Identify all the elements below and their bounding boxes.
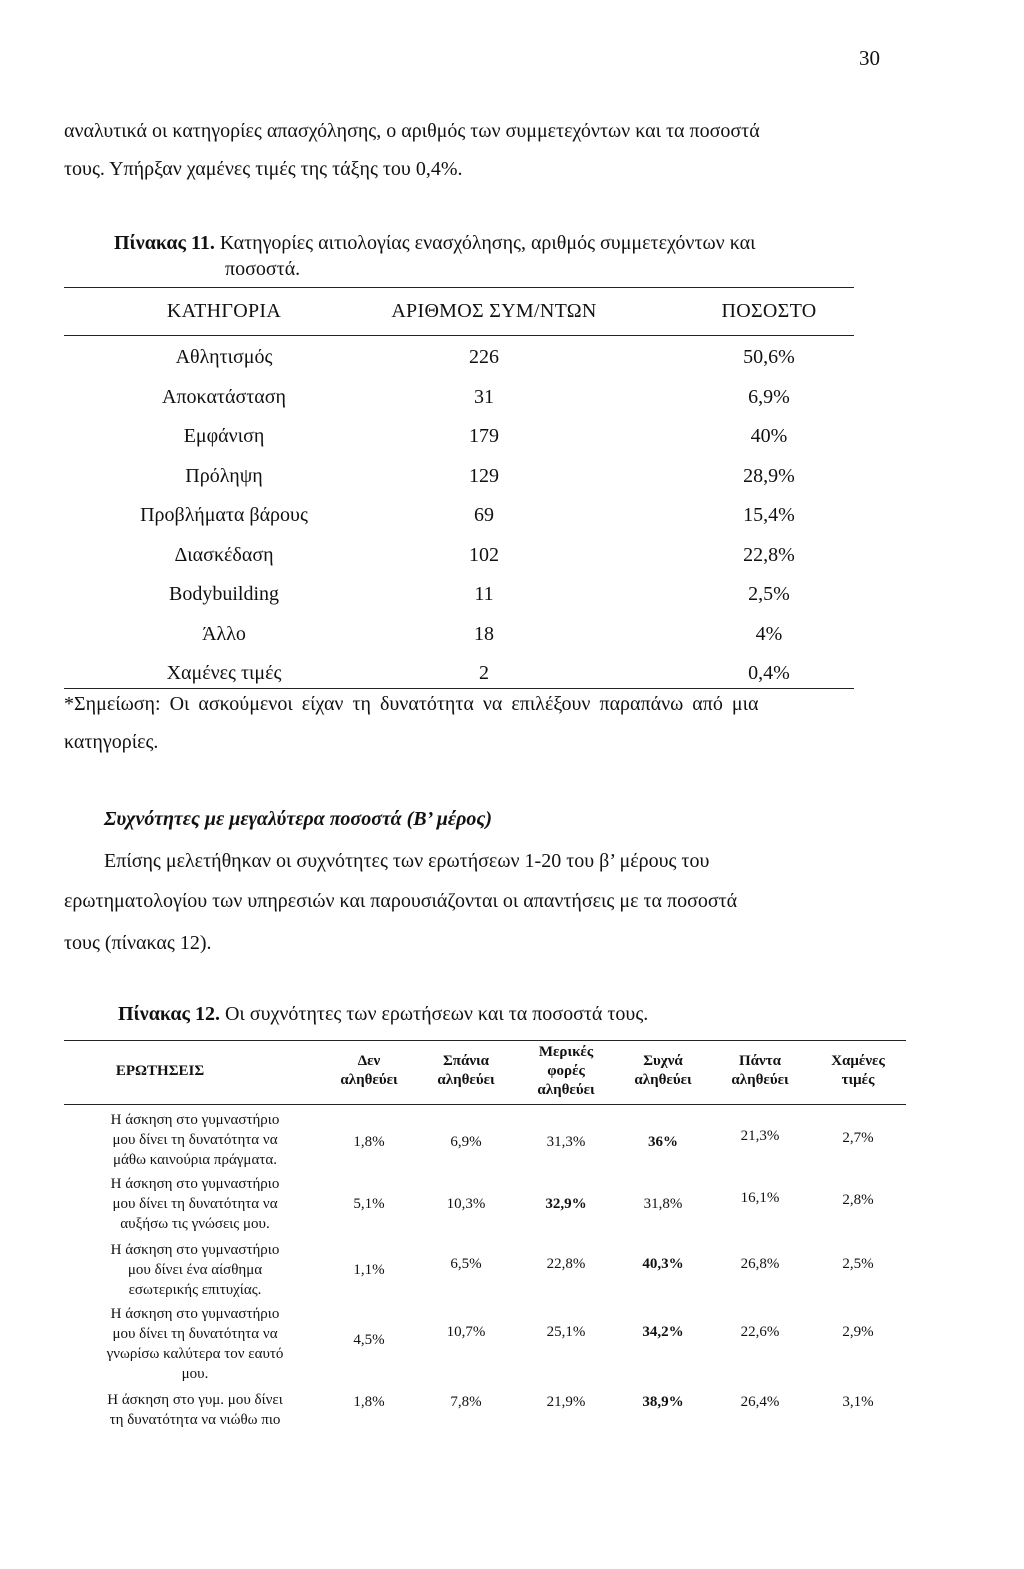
table12-question — [64, 1240, 326, 1300]
table-row — [64, 623, 854, 655]
question-line: μου δίνει τη δυνατότητα να — [112, 1132, 278, 1148]
table11-header-rule — [64, 335, 854, 336]
table12-header-cell — [516, 1043, 616, 1100]
table12-header-cell — [813, 1052, 903, 1090]
count-cell: 11 — [474, 583, 494, 605]
section-heading: Συχνότητες με μεγαλύτερα ποσοστά (Β’ μέρος) — [104, 808, 493, 830]
header-text: αληθεύει — [634, 1072, 692, 1088]
section-line-3: τους (πίνακας 12). — [64, 932, 212, 954]
header-text: Συχνά — [643, 1053, 683, 1069]
table12-caption-text: Οι συχνότητες των ερωτήσεων και τα ποσοστά τους. — [224, 1003, 649, 1025]
table11-caption — [114, 232, 755, 255]
table12-value-cell: 22,8% — [546, 1256, 586, 1272]
category-cell: Διασκέδαση — [174, 543, 274, 566]
question-line: Η άσκηση στο γυμναστήριο — [110, 1176, 280, 1192]
table12-header-cell — [715, 1052, 805, 1090]
question-line: Η άσκηση στο γυμναστήριο — [110, 1306, 280, 1322]
category-cell: Άλλο — [202, 622, 246, 645]
table12-value-cell: 6,5% — [450, 1256, 482, 1272]
header-text: αληθεύει — [340, 1072, 398, 1088]
percent-cell: 0,4% — [748, 662, 790, 684]
table11-top-rule — [64, 287, 854, 288]
header-text: Μερικές — [538, 1044, 594, 1060]
table11-header-row — [64, 300, 854, 332]
table11-header-count: ΑΡΙΘΜΟΣ ΣΥΜ/ΝΤΩΝ — [391, 300, 597, 322]
question-line: Η άσκηση στο γυμναστήριο — [110, 1112, 280, 1128]
category-cell: Αθλητισμός — [175, 346, 273, 368]
count-cell: 129 — [469, 464, 499, 487]
table12-value-cell: 16,1% — [740, 1190, 780, 1206]
table12-header-cell — [421, 1052, 511, 1090]
section-line-1: Επίσης μελετήθηκαν οι συχνότητες των ερωτήσεων 1-20 του β’ μέρους του — [104, 850, 710, 872]
question-line: γνωρίσω καλύτερα τον εαυτό — [106, 1346, 284, 1362]
table12-value-cell: 4,5% — [353, 1332, 385, 1348]
header-text: ΕΡΩΤΗΣΕΙΣ — [115, 1063, 205, 1079]
table-row — [64, 544, 854, 576]
header-text: Χαμένες — [831, 1053, 885, 1069]
table12-value-cell: 10,7% — [446, 1324, 486, 1340]
header-text: τιμές — [841, 1072, 875, 1088]
question-line: Η άσκηση στο γυμναστήριο — [110, 1242, 280, 1258]
table-row — [64, 386, 854, 418]
header-text: Δεν — [357, 1053, 381, 1069]
table12-question — [64, 1390, 326, 1430]
table12-value-cell: 2,7% — [842, 1130, 874, 1146]
table12-value-cell: 7,8% — [450, 1394, 482, 1410]
question-line: μάθω καινούρια πράγματα. — [113, 1152, 277, 1168]
table11-note-line-1: *Σημείωση: Οι ασκούμενοι είχαν τη δυνατότητα να επιλέξουν παραπάνω από μια — [64, 693, 759, 715]
header-text: Σπάνια — [442, 1053, 490, 1069]
table12-question — [64, 1174, 326, 1234]
header-text: αληθεύει — [437, 1072, 495, 1088]
table12-caption — [118, 1003, 648, 1026]
intro-line-2: τους. Υπήρξαν χαμένες τιμές της τάξης του 0,4%. — [64, 158, 463, 180]
table12-value-cell: 31,3% — [546, 1134, 586, 1150]
question-line: τη δυνατότητα να νιώθω πιο — [109, 1412, 281, 1428]
percent-cell: 22,8% — [743, 543, 795, 566]
header-text: φορές — [547, 1063, 585, 1079]
section-line-2: ερωτηματολογίου των υπηρεσιών και παρουσιάζονται οι απαντήσεις με τα ποσοστά — [64, 890, 738, 912]
category-cell: Προβλήματα βάρους — [140, 504, 308, 526]
header-text: Πάντα — [738, 1053, 782, 1069]
count-cell: 18 — [474, 622, 494, 645]
table12-value-cell: 2,8% — [842, 1192, 874, 1208]
table-row — [64, 504, 854, 536]
table12-value-cell: 26,8% — [740, 1256, 780, 1272]
table12-value-cell: 22,6% — [740, 1324, 780, 1340]
table12-value-cell: 31,8% — [643, 1196, 683, 1212]
question-line: μου δίνει ένα αίσθημα — [127, 1262, 263, 1278]
table11-header-category: ΚΑΤΗΓΟΡΙΑ — [166, 300, 282, 322]
percent-cell: 6,9% — [748, 385, 790, 408]
section-paragraph — [104, 840, 854, 882]
table12-value-cell: 5,1% — [353, 1196, 385, 1212]
question-line: αυξήσω τις γνώσεις μου. — [120, 1216, 270, 1232]
table12-value-cell: 21,3% — [740, 1128, 780, 1144]
table12-value-cell: 38,9% — [642, 1394, 684, 1410]
table12-value-cell: 3,1% — [842, 1394, 874, 1410]
percent-cell: 50,6% — [743, 346, 795, 368]
header-text: αληθεύει — [731, 1072, 789, 1088]
table12-value-cell: 40,3% — [642, 1256, 684, 1272]
intro-line-1: αναλυτικά οι κατηγορίες απασχόλησης, ο αριθμός των συμμετεχόντων και τα ποσοστά — [64, 120, 760, 142]
table12-value-cell: 34,2% — [642, 1324, 684, 1340]
table12-value-cell: 6,9% — [450, 1134, 482, 1150]
table11-caption-label: Πίνακας 11. — [114, 232, 215, 254]
table12-value-cell: 21,9% — [546, 1394, 586, 1410]
table11-header-percent: ΠΟΣΟΣΤΟ — [721, 300, 817, 322]
table-row — [64, 465, 854, 497]
table12-value-cell: 1,1% — [353, 1262, 385, 1278]
table12-value-cell: 10,3% — [446, 1196, 486, 1212]
question-line: μου δίνει τη δυνατότητα να — [112, 1196, 278, 1212]
table12-value-cell: 26,4% — [740, 1394, 780, 1410]
count-cell: 102 — [469, 543, 499, 566]
table12-question — [64, 1304, 326, 1384]
table12-question — [64, 1110, 326, 1170]
intro-paragraph — [64, 112, 854, 188]
table-row — [64, 346, 854, 378]
table-row — [64, 583, 854, 615]
question-line: μου δίνει τη δυνατότητα να — [112, 1326, 278, 1342]
percent-cell: 15,4% — [743, 504, 795, 526]
count-cell: 31 — [474, 385, 494, 408]
percent-cell: 28,9% — [743, 464, 795, 487]
table12-header-rule — [64, 1104, 906, 1105]
table12-value-cell: 36% — [648, 1134, 678, 1150]
table12-header-cell — [324, 1052, 414, 1090]
page-number: 30 — [859, 46, 880, 70]
table12-caption-label: Πίνακας 12. — [118, 1003, 220, 1025]
table11-note — [64, 685, 864, 761]
table12-top-rule — [64, 1040, 906, 1041]
table11-note-line-2: κατηγορίες. — [64, 731, 159, 753]
question-line: μου. — [181, 1366, 209, 1382]
table11-caption-text: Κατηγορίες αιτιολογίας ενασχόλησης, αριθμός συμμετεχόντων και — [219, 232, 756, 254]
table12-value-cell: 2,5% — [842, 1256, 874, 1272]
count-cell: 226 — [469, 346, 499, 368]
table12-value-cell: 2,9% — [842, 1324, 874, 1340]
category-cell: Αποκατάσταση — [162, 385, 286, 408]
table-row — [64, 425, 854, 457]
question-line: Η άσκηση στο γυμ. μου δίνει — [107, 1392, 283, 1408]
section-paragraph-cont — [64, 880, 854, 964]
count-cell: 179 — [469, 425, 499, 447]
category-cell: Πρόληψη — [185, 464, 263, 487]
count-cell: 2 — [479, 662, 489, 684]
table12-value-cell: 25,1% — [546, 1324, 586, 1340]
question-line: εσωτερικής επιτυχίας. — [128, 1282, 262, 1298]
table12-value-cell: 1,8% — [353, 1134, 385, 1150]
count-cell: 69 — [474, 504, 494, 526]
table12-value-cell: 1,8% — [353, 1394, 385, 1410]
category-cell: Bodybuilding — [168, 583, 279, 605]
table11-caption-line2: ποσοστά. — [225, 258, 301, 280]
table12-header-cell — [618, 1052, 708, 1090]
percent-cell: 40% — [750, 425, 788, 447]
category-cell: Εμφάνιση — [183, 425, 265, 447]
table12-header-cell — [60, 1062, 260, 1081]
percent-cell: 2,5% — [748, 583, 790, 605]
category-cell: Χαμένες τιμές — [166, 662, 282, 684]
table12-value-cell: 32,9% — [545, 1196, 587, 1212]
percent-cell: 4% — [755, 622, 783, 645]
header-text: αληθεύει — [537, 1082, 595, 1098]
